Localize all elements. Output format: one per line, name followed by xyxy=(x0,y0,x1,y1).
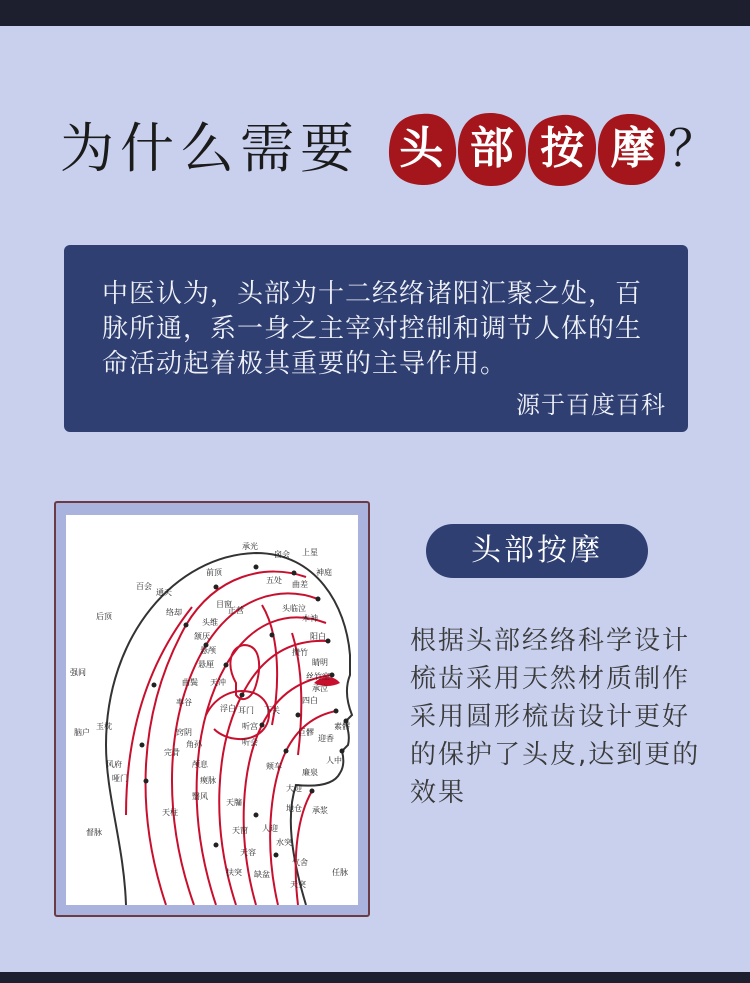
acupoint-label: 素髎 xyxy=(334,722,350,731)
acupoint-label: 角孙 xyxy=(186,740,202,749)
seal-characters xyxy=(386,114,668,184)
acupoint-label: 正营 xyxy=(228,606,244,615)
seal-char-1: 头 xyxy=(399,123,444,174)
info-source: 源于百度百科 xyxy=(516,391,666,419)
headline-prefix: 为什么需要 xyxy=(60,117,360,180)
seal-char-2: 部 xyxy=(469,123,514,174)
acupoint-label: 风府 xyxy=(106,760,122,769)
acupoint-label: 耳门 xyxy=(238,706,254,715)
head-meridian-diagram xyxy=(66,515,358,905)
acupoint-label: 翳风 xyxy=(192,792,208,801)
acupoint-label: 颅息 xyxy=(192,760,208,769)
acupoint-label: 攒竹 xyxy=(292,648,308,657)
acupoint-label: 窍阴 xyxy=(176,728,192,737)
acupoint-label: 曲鬓 xyxy=(182,678,198,687)
acupoint-label: 缺盆 xyxy=(254,870,270,879)
acupoint-label: 头维 xyxy=(202,618,218,627)
acupoint-label: 阳白 xyxy=(310,632,326,641)
seal-char-4: 摩 xyxy=(610,123,655,174)
acupoint-chart-image xyxy=(66,515,358,905)
acupoint-label: 后顶 xyxy=(96,612,112,621)
acupoint-label: 玉枕 xyxy=(96,722,112,731)
acupoint-label: 承浆 xyxy=(312,806,328,815)
acupoint-label: 完骨 xyxy=(164,748,180,757)
acupoint-label: 天突 xyxy=(290,880,306,889)
feature-description: 根据头部经络科学设计梳齿采用天然材质制作采用圆形梳齿设计更好的保护了头皮,达到更的效果 xyxy=(410,626,701,808)
acupoint-label: 地仓 xyxy=(286,804,302,813)
acupoint-label: 扶突 xyxy=(226,868,242,877)
acupoint-label: 任脉 xyxy=(332,868,348,877)
acupoint-label: 头临泣 xyxy=(282,604,306,613)
info-text: 中医认为，头部为十二经络诸阳汇聚之处，百脉所通，系一身之主宰对控制和调节人体的生命活动起着极其重要的主导作用。 xyxy=(102,279,643,379)
top-bar xyxy=(0,0,750,26)
acupoint-label: 下关 xyxy=(264,706,280,715)
acupoint-label: 四白 xyxy=(302,696,318,705)
acupoint-label: 听宫 xyxy=(242,722,258,731)
acupoint-label: 听会 xyxy=(242,738,258,747)
headline xyxy=(0,110,750,190)
acupoint-label: 目窗 xyxy=(216,600,232,609)
acupoint-label: 哑门 xyxy=(112,774,128,783)
acupoint-label: 督脉 xyxy=(86,828,102,837)
acupoint-label: 曲差 xyxy=(292,580,308,589)
acupoint-label: 天冲 xyxy=(210,678,226,687)
acupoint-label: 神庭 xyxy=(316,568,332,577)
acupoint-label: 颔厌 xyxy=(194,632,210,641)
acupoint-label: 通天 xyxy=(156,588,172,597)
acupoint-label: 悬颅 xyxy=(200,646,216,655)
acupoint-label: 悬厘 xyxy=(198,660,214,669)
seal-char-3: 按 xyxy=(540,123,585,174)
acupoint-label: 人中 xyxy=(326,756,342,765)
acupoint-label: 天牖 xyxy=(226,798,242,807)
acupoint-label: 颊车 xyxy=(266,762,282,771)
acupoint-label: 廉泉 xyxy=(302,768,318,777)
acupoint-label: 络却 xyxy=(166,608,182,617)
acupoint-label: 五处 xyxy=(266,576,282,585)
acupoint-label: 迎香 xyxy=(318,734,334,743)
acupoint-label: 天窗 xyxy=(232,826,248,835)
acupoint-label: 瘈脉 xyxy=(200,776,216,785)
seal-title xyxy=(386,110,668,190)
acupoint-label: 巨髎 xyxy=(298,728,314,737)
acupoint-label: 天容 xyxy=(240,848,256,857)
acupoint-label: 强间 xyxy=(70,668,86,677)
acupoint-label: 水突 xyxy=(276,838,292,847)
acupoint-image-frame xyxy=(54,501,370,917)
acupoint-label: 人迎 xyxy=(262,824,278,833)
acupoint-label: 率谷 xyxy=(176,698,192,707)
acupoint-label: 丝竹空 xyxy=(306,672,330,681)
bottom-bar xyxy=(0,972,750,983)
acupoint-label: 气舍 xyxy=(292,858,308,867)
acupoint-label: 睛明 xyxy=(312,658,328,667)
acupoint-label: 脑户 xyxy=(74,728,90,737)
acupoint-label: 承泣 xyxy=(312,684,328,693)
acupoint-label: 百会 xyxy=(136,582,152,591)
headline-question-mark: ？ xyxy=(668,120,718,178)
acupoint-label: 承光 xyxy=(242,542,258,551)
acupoint-label: 前顶 xyxy=(206,568,222,577)
acupoint-label: 上星 xyxy=(302,548,318,557)
info-box xyxy=(64,245,688,432)
acupoint-label: 本神 xyxy=(302,614,318,623)
acupoint-label: 天柱 xyxy=(162,808,178,817)
feature-pill-label: 头部按摩 xyxy=(426,524,648,578)
acupoint-label: 大迎 xyxy=(286,784,302,793)
acupoint-label: 囟会 xyxy=(274,550,290,559)
acupoint-label: 浮白 xyxy=(220,704,236,713)
